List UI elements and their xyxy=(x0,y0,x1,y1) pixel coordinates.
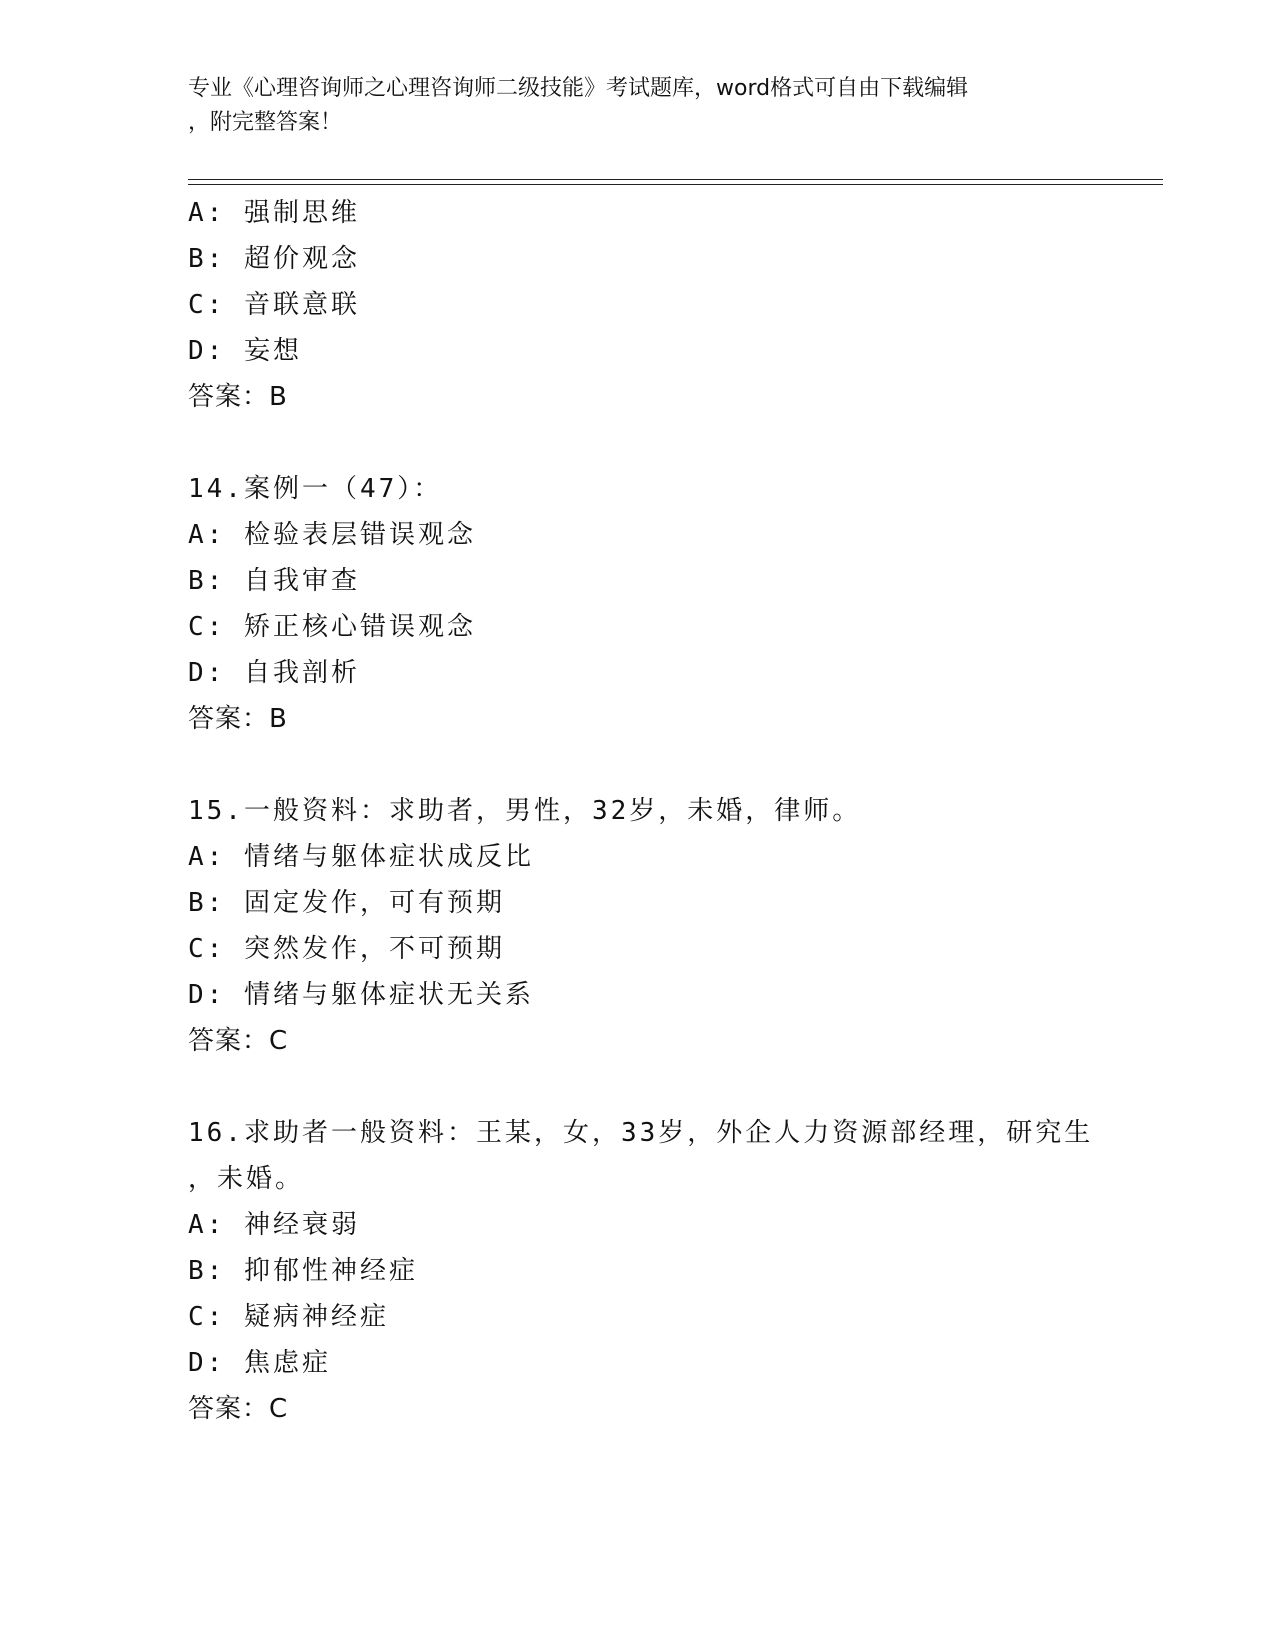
question-15 xyxy=(188,788,1168,1064)
header-divider-bottom xyxy=(188,184,1163,185)
option-c: C: 疑病神经症 xyxy=(188,1302,389,1332)
question-stem: 15.一般资料：求助者，男性，32岁，未婚，律师。 xyxy=(188,796,862,826)
option-d: D: 妄想 xyxy=(188,336,302,366)
option-b: B: 超价观念 xyxy=(188,244,360,274)
question-stem: 16.求助者一般资料：王某，女，33岁，外企人力资源部经理，研究生 xyxy=(188,1118,1094,1148)
option-c: C: 矫正核心错误观念 xyxy=(188,612,476,642)
option-b: B: 抑郁性神经症 xyxy=(188,1256,418,1286)
question-14 xyxy=(188,466,1168,742)
answer-line: 答案：C xyxy=(188,1394,289,1424)
answer-line: 答案：B xyxy=(188,382,288,412)
option-a: A: 检验表层错误观念 xyxy=(188,520,476,550)
answer-line: 答案：C xyxy=(188,1026,289,1056)
option-c: C: 音联意联 xyxy=(188,290,360,320)
option-a: A: 强制思维 xyxy=(188,198,360,228)
option-d: D: 自我剖析 xyxy=(188,658,360,688)
header-title-line-continued: ，附完整答案！ xyxy=(188,110,343,135)
question-13-tail xyxy=(188,190,1168,420)
option-c: C: 突然发作，不可预期 xyxy=(188,934,505,964)
answer-line: 答案：B xyxy=(188,704,288,734)
question-stem: 14.案例一（47）： xyxy=(188,474,443,504)
header-title-line: 专业《心理咨询师之心理咨询师二级技能》考试题库，word格式可自由下载编辑 xyxy=(188,76,969,101)
document-header xyxy=(188,72,1088,140)
option-a: A: 情绪与躯体症状成反比 xyxy=(188,842,534,872)
option-d: D: 情绪与躯体症状无关系 xyxy=(188,980,534,1010)
option-a: A: 神经衰弱 xyxy=(188,1210,360,1240)
question-16 xyxy=(188,1110,1168,1432)
question-list xyxy=(188,190,1168,1432)
option-d: D: 焦虑症 xyxy=(188,1348,331,1378)
option-b: B: 自我审查 xyxy=(188,566,360,596)
option-b: B: 固定发作，可有预期 xyxy=(188,888,505,918)
header-divider-top xyxy=(188,179,1163,180)
question-stem-continued: ，未婚。 xyxy=(188,1164,305,1194)
